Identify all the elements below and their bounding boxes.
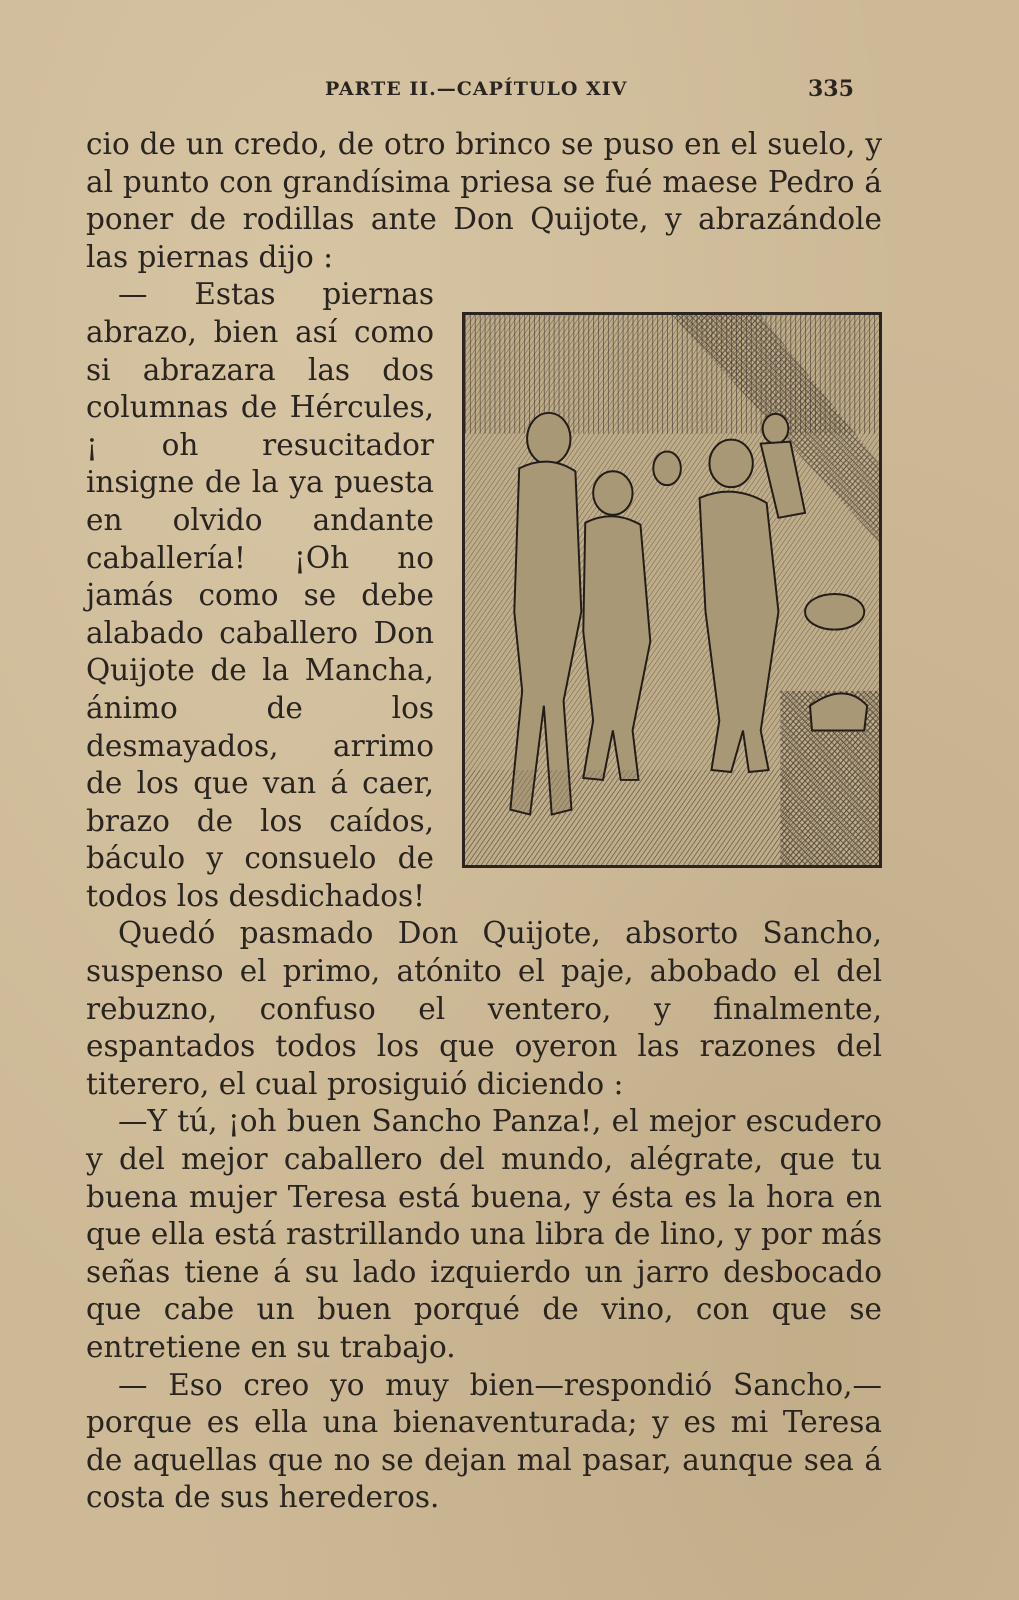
paragraph: — Estas piernas abrazo, bien así como si abrazara las dos columnas de Hércules, ¡ oh resucitador insigne de la ya puesta en olvido andante caballería! ¡Oh no jamás como se debe alabado caballero Don Quijote de la Mancha, ánimo de los desmayados, arrimo de los que van á caer, brazo de los caídos, báculo y consuelo de todos los desdichados! [86,277,434,913]
paragraph: Quedó pasmado Don Quijote, absorto Sancho, suspenso el primo, atónito el paje, abobado el del rebuzno, confuso el ventero, y finalmente, espantados todos los que oyeron las razones del titerero, el cual prosiguió diciendo : [86,916,882,1101]
paragraph: cio de un credo, de otro brinco se puso en el suelo, y al punto con grandísima priesa se fué maese Pedro á poner de rodillas ante Don Quijote, y abrazándole las piernas dijo : [86,127,882,274]
engraving-illustration [462,312,882,868]
body-text [86,126,882,1517]
paragraph: — Eso creo yo muy bien—respondió Sancho,—porque es ella una bienaventurada; y es mi Teresa de aquellas que no se dejan mal pasar, aunque sea á costa de sus herederos. [86,1367,882,1515]
page-number: 335 [808,76,854,102]
engraving-figures-image [465,315,879,865]
running-title: PARTE II.—CAPÍTULO XIV [325,78,628,100]
paragraph: —Y tú, ¡oh buen Sancho Panza!, el mejor escudero y del mejor caballero del mundo, alégrate, que tu buena mujer Teresa está buena, y ésta es la hora en que ella está rastrillando una libra de lino, y por más señas tiene á su lado izquierdo un jarro desbocado que cabe un buen porqué de vino, con que se entretiene en su trabajo. [86,1104,882,1364]
